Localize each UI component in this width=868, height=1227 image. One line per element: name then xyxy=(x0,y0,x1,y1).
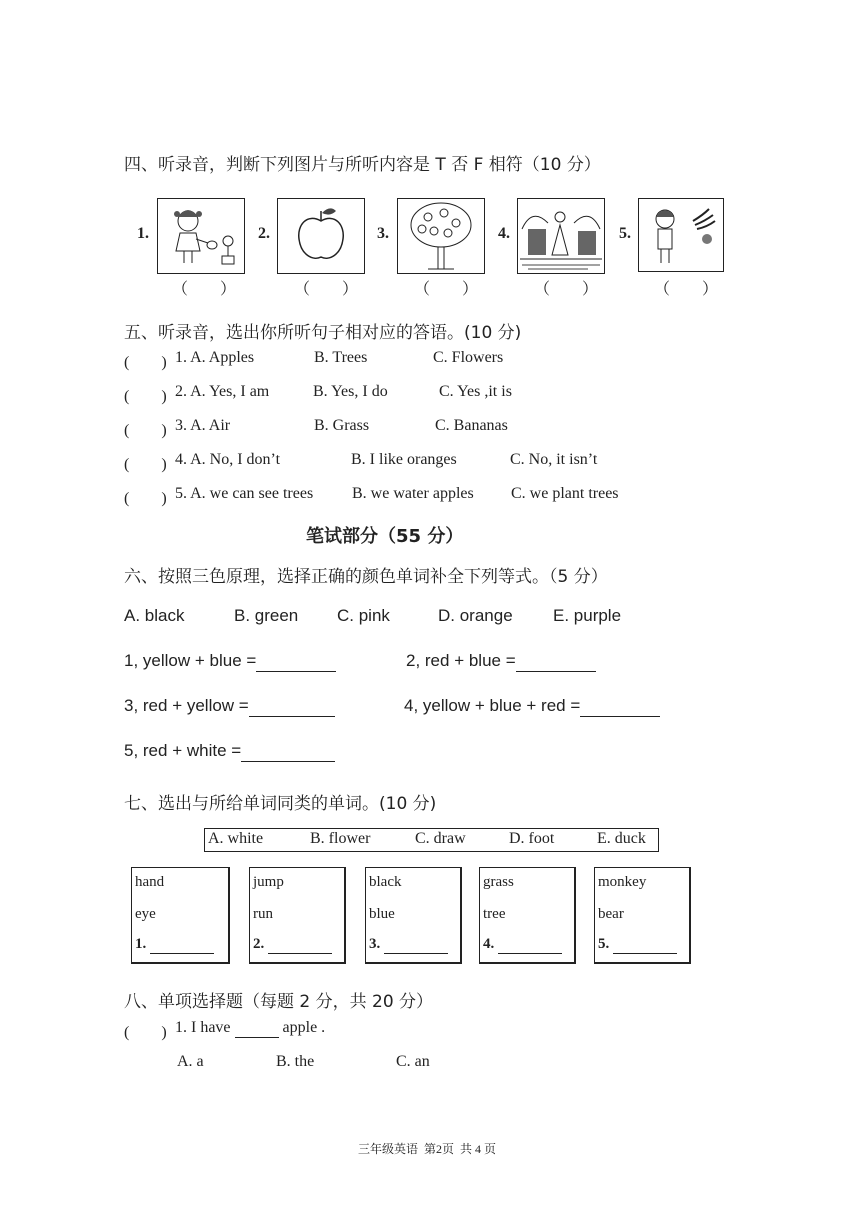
word-bank-item: B. flower xyxy=(310,830,371,847)
picture-number: 1. xyxy=(137,225,149,242)
category-box-2 xyxy=(249,867,346,964)
color-option: D. orange xyxy=(438,606,513,625)
equation-1 xyxy=(124,651,336,672)
answer-number: 3. xyxy=(369,936,381,952)
answer-paren[interactable]: （ ） xyxy=(294,281,359,298)
category-word: run xyxy=(253,906,273,922)
answer-blank[interactable] xyxy=(268,936,332,954)
answer-paren[interactable]: ( ) xyxy=(124,388,167,405)
question-option-b: B. Yes, I do xyxy=(313,383,388,400)
category-word: hand xyxy=(135,874,165,890)
category-word: bear xyxy=(598,906,624,922)
apple-icon xyxy=(278,199,364,273)
written-part-title: 笔试部分（55 分） xyxy=(306,526,464,547)
question-option-c: C. we plant trees xyxy=(511,485,619,502)
choice-a: A. a xyxy=(177,1053,204,1070)
choice-b: B. the xyxy=(276,1053,315,1070)
color-option: C. pink xyxy=(337,606,390,625)
choice-c: C. an xyxy=(396,1053,430,1070)
question-option-b: B. I like oranges xyxy=(351,451,457,468)
equation-3 xyxy=(124,696,335,717)
category-answer xyxy=(253,936,332,954)
answer-paren[interactable]: ( ) xyxy=(124,490,167,507)
equation-text: 2, red + blue = xyxy=(406,651,516,670)
question-option-a: 4. A. No, I don’t xyxy=(175,451,281,468)
answer-blank[interactable] xyxy=(235,1019,279,1038)
category-box-4 xyxy=(479,867,576,964)
answer-blank[interactable] xyxy=(516,651,596,672)
answer-paren[interactable]: ( ) xyxy=(124,422,167,439)
category-word: black xyxy=(369,874,402,890)
question-option-a: 3. A. Air xyxy=(175,417,231,434)
picture-box-5 xyxy=(638,198,724,272)
answer-paren[interactable]: ( ) xyxy=(124,354,167,371)
equation-5 xyxy=(124,741,335,762)
answer-number: 2. xyxy=(253,936,265,952)
question-text: apple . xyxy=(282,1019,326,1036)
picture-box-2 xyxy=(277,198,365,274)
answer-paren[interactable]: （ ） xyxy=(414,281,479,298)
category-answer xyxy=(135,936,214,954)
category-box-3 xyxy=(365,867,462,964)
question-option-c: C. Bananas xyxy=(435,417,508,434)
equation-2 xyxy=(406,651,596,672)
answer-blank[interactable] xyxy=(580,696,660,717)
word-bank xyxy=(204,828,659,852)
picture-number: 4. xyxy=(498,225,510,242)
question-option-c: C. Flowers xyxy=(433,349,504,366)
question-option-b: B. Grass xyxy=(314,417,370,434)
equation-4 xyxy=(404,696,660,717)
answer-blank[interactable] xyxy=(384,936,448,954)
question-option-a: 5. A. we can see trees xyxy=(175,485,314,502)
answer-paren[interactable]: （ ） xyxy=(172,281,237,298)
color-option: E. purple xyxy=(553,606,622,625)
answer-paren[interactable]: ( ) xyxy=(124,456,167,473)
category-answer xyxy=(369,936,448,954)
section7-title: 七、选出与所给单词同类的单词。(10 分) xyxy=(124,794,437,814)
category-word: eye xyxy=(135,906,156,922)
equation-text: 4, yellow + blue + red = xyxy=(404,696,581,715)
answer-paren[interactable]: （ ） xyxy=(534,281,599,298)
answer-blank[interactable] xyxy=(498,936,562,954)
picture-number: 5. xyxy=(619,225,631,242)
category-word: jump xyxy=(253,874,284,890)
picture-box-4 xyxy=(517,198,605,274)
apple-tree-icon xyxy=(398,199,484,273)
category-answer xyxy=(483,936,562,954)
category-word: grass xyxy=(483,874,514,890)
question-option-a: 1. A. Apples xyxy=(175,349,255,366)
girl-watering-flower-icon xyxy=(158,199,244,273)
answer-paren[interactable]: ( ) xyxy=(124,1024,167,1041)
answer-blank[interactable] xyxy=(613,936,677,954)
question-option-a: 2. A. Yes, I am xyxy=(175,383,270,400)
question-option-c: C. Yes ,it is xyxy=(439,383,512,400)
category-word: tree xyxy=(483,906,506,922)
farm-scene-icon xyxy=(518,199,604,273)
question-option-b: B. Trees xyxy=(314,349,368,366)
answer-number: 5. xyxy=(598,936,610,952)
question-option-b: B. we water apples xyxy=(352,485,474,502)
category-word: blue xyxy=(369,906,395,922)
word-bank-item: C. draw xyxy=(415,830,466,847)
equation-text: 3, red + yellow = xyxy=(124,696,249,715)
category-word: monkey xyxy=(598,874,647,890)
category-answer xyxy=(598,936,677,954)
equation-text: 5, red + white = xyxy=(124,741,242,760)
question-1 xyxy=(175,1019,325,1038)
color-option: B. green xyxy=(234,606,299,625)
answer-number: 4. xyxy=(483,936,495,952)
girl-with-bananas-icon xyxy=(639,199,723,271)
word-bank-item: A. white xyxy=(208,830,264,847)
section6-title: 六、按照三色原理，选择正确的颜色单词补全下列等式。（5 分） xyxy=(124,567,608,587)
answer-paren[interactable]: （ ） xyxy=(654,281,719,298)
category-box-5 xyxy=(594,867,691,964)
section5-title: 五、听录音，选出你所听句子相对应的答语。(10 分) xyxy=(124,323,522,343)
picture-box-1 xyxy=(157,198,245,274)
category-box-1 xyxy=(131,867,230,964)
page-footer: 三年级英语 第2页 共 4 页 xyxy=(358,1142,497,1156)
section8-title: 八、单项选择题（每题 2 分，共 20 分） xyxy=(124,992,434,1012)
picture-number: 3. xyxy=(377,225,389,242)
answer-blank[interactable] xyxy=(256,651,336,672)
equation-text: 1, yellow + blue = xyxy=(124,651,257,670)
answer-blank[interactable] xyxy=(249,696,335,717)
answer-number: 1. xyxy=(135,936,147,952)
answer-blank[interactable] xyxy=(241,741,335,762)
picture-number: 2. xyxy=(258,225,270,242)
word-bank-item: D. foot xyxy=(509,830,555,847)
question-option-c: C. No, it isn’t xyxy=(510,451,598,468)
picture-box-3 xyxy=(397,198,485,274)
question-text: 1. I have xyxy=(175,1019,231,1036)
section4-title: 四、听录音，判断下列图片与所听内容是 T 否 F 相符（10 分） xyxy=(124,155,601,175)
word-bank-item: E. duck xyxy=(597,830,646,847)
answer-blank[interactable] xyxy=(150,936,214,954)
color-option: A. black xyxy=(124,606,185,625)
